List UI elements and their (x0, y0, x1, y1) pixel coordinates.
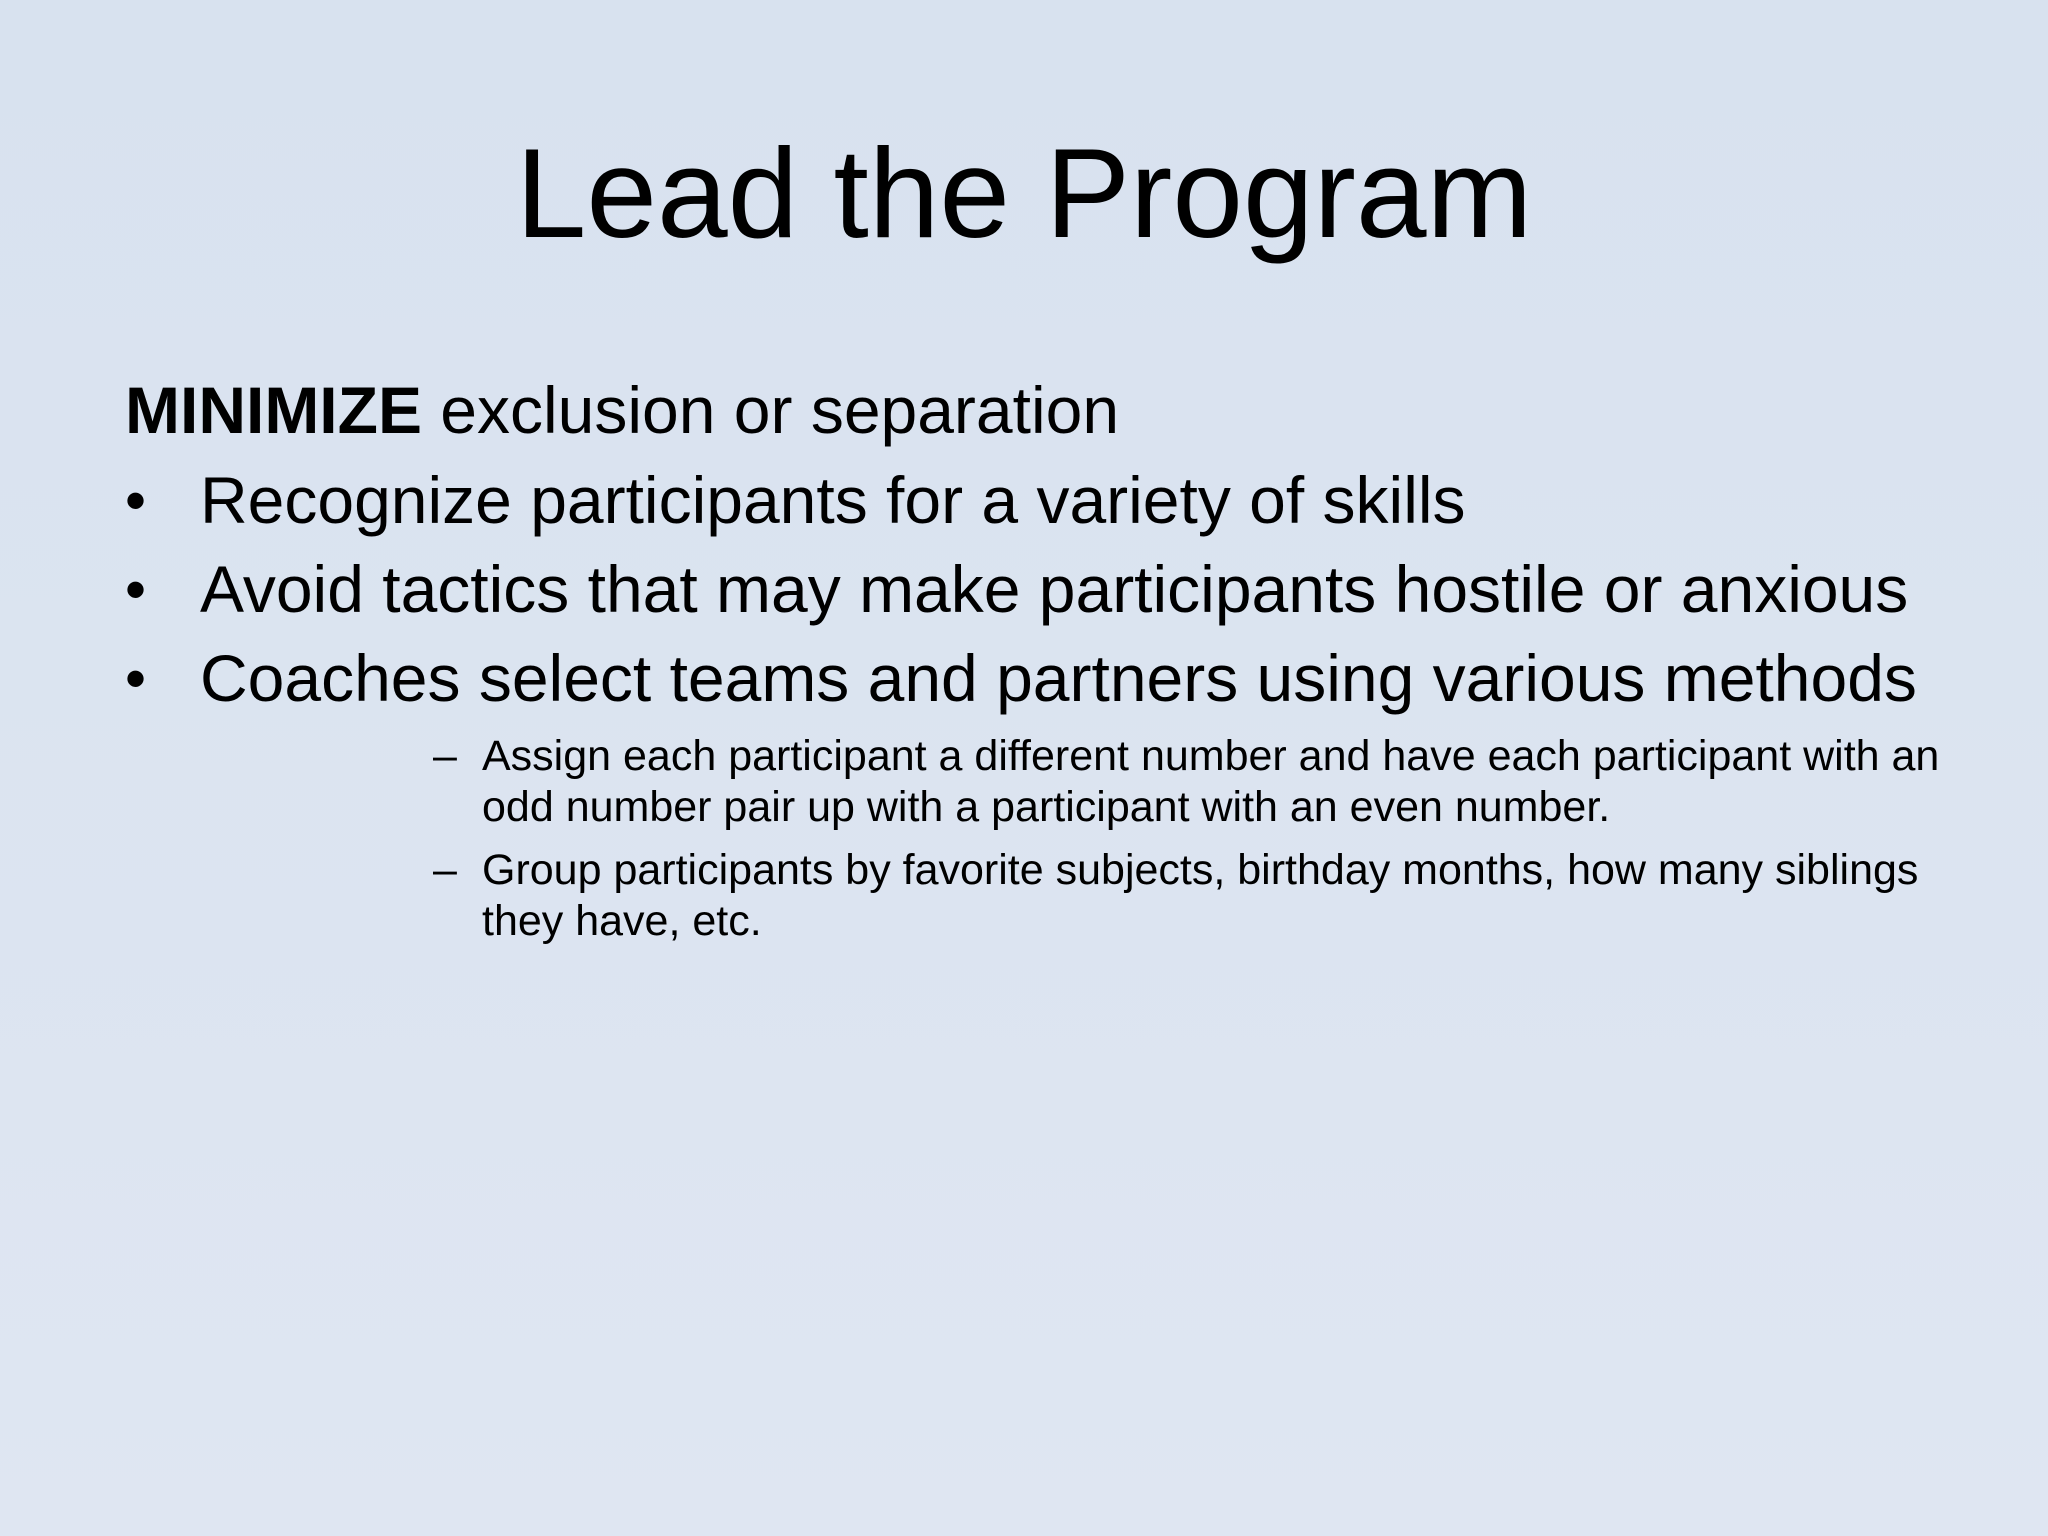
dash-icon: – (433, 846, 457, 894)
sub-bullet-text: Assign each participant a different number and have each participant with an odd number pair up with a participant with an even number. (482, 732, 1940, 831)
lead-line (125, 370, 1925, 450)
bullet-icon: • (125, 556, 147, 623)
bullet-text: Recognize participants for a variety of skills (200, 463, 1466, 537)
bullet-text: Avoid tactics that may make participants hostile or anxious (200, 552, 1909, 626)
sub-bullet-item (433, 845, 1972, 947)
sub-bullet-text: Group participants by favorite subjects, birthday months, how many siblings they have, etc. (482, 846, 1919, 945)
dash-icon: – (433, 732, 457, 780)
sub-bullet-list (200, 731, 1940, 947)
bullet-item (125, 551, 1925, 628)
slide-body (125, 370, 1940, 959)
bullet-text: Coaches select teams and partners using various methods (200, 641, 1917, 715)
bullet-icon: • (125, 645, 147, 712)
bullet-list (125, 462, 1940, 947)
sub-bullet-item (433, 731, 1972, 833)
bullet-item (125, 640, 1940, 947)
lead-bold-text: MINIMIZE (125, 373, 422, 447)
bullet-icon: • (125, 467, 147, 534)
slide-title: Lead the Program (515, 122, 1533, 264)
bullet-item (125, 462, 1925, 539)
lead-rest-text: exclusion or separation (421, 373, 1120, 447)
